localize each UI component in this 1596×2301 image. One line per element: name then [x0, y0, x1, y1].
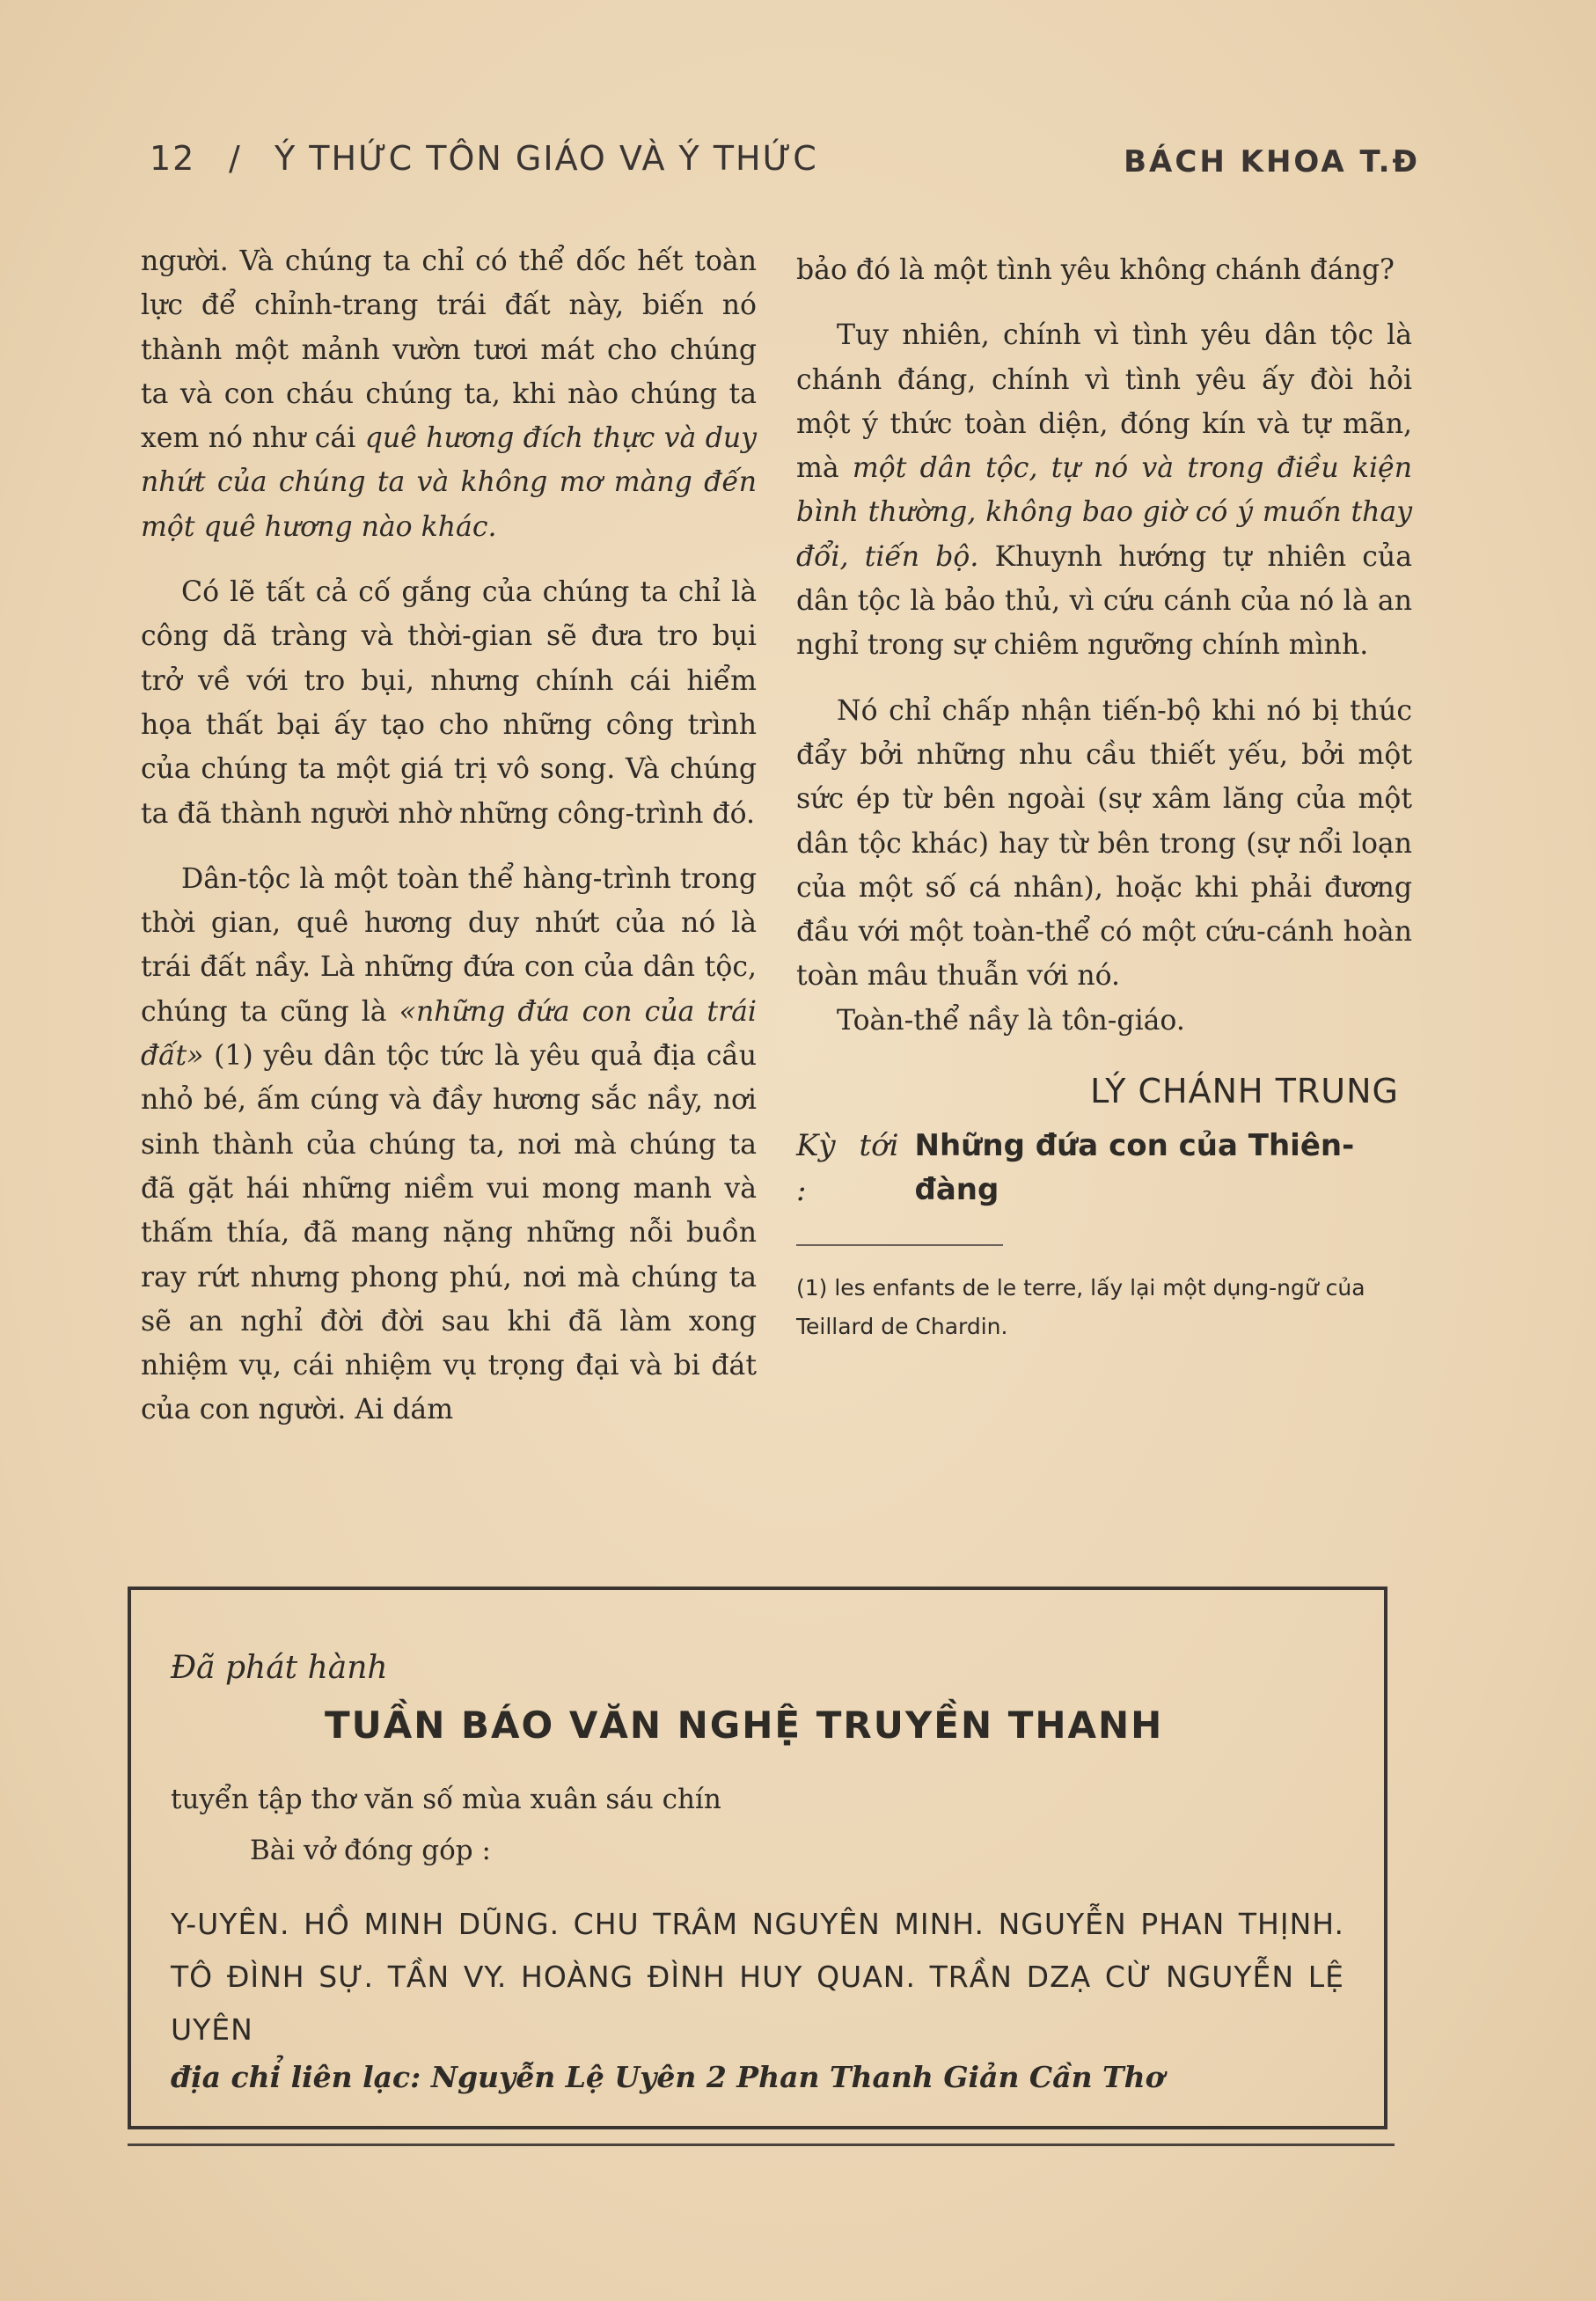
paragraph: bảo đó là một tình yêu không chánh đáng?	[796, 254, 1395, 286]
magazine-name: BÁCH KHOA T.Đ	[1124, 144, 1420, 180]
next-issue	[796, 1124, 1412, 1213]
page-number: 12	[150, 139, 196, 178]
author-name: LÝ CHÁNH TRUNG	[1090, 1072, 1399, 1111]
paragraph: Tuy nhiên, chính vì tình yêu dân tộc là chánh đáng, chính vì tình yêu ấy đòi hỏi một ý thức toàn diện, đóng kín và tự mãn, mà một dân tộc, tự nó và trong điều kiện bình thường, không bao giờ có ý muốn thay đổi, tiến bộ. Khuynh hướng tự nhiên của dân tộc là bảo thủ, vì cứu cánh của nó là an nghỉ trong sự chiêm ngưỡng chính mình.	[796, 319, 1412, 662]
paragraph: Có lẽ tất cả cố gắng của chúng ta chỉ là công dã tràng và thời-gian sẽ đưa tro bụi trở về với tro bụi, nhưng chính cái hiểm họa thất bại ấy tạo cho những công trình của chúng ta một giá trị vô song. Và chúng ta đã thành người nhờ những công-trình đó.	[141, 576, 757, 830]
paragraph: Nó chỉ chấp nhận tiến-bộ khi nó bị thúc đẩy bởi những nhu cầu thiết yếu, bởi một sức ép từ bên ngoài (sự xâm lăng của một dân tộc khác) hay từ bên trong (sự nổi loạn của một số cá nhân), hoặc khi phải đương đầu với một toàn-thể có một cứu-cánh hoàn toàn mâu thuẫn với nó.	[796, 694, 1412, 993]
advertisement-box	[128, 1587, 1387, 2129]
bottom-rule	[128, 2143, 1395, 2146]
footnote-divider	[796, 1244, 1003, 1246]
next-issue-title: Những đứa con của Thiên-đàng	[914, 1128, 1355, 1208]
publication-title: TUẦN BÁO VĂN NGHỆ TRUYỀN THANH	[325, 1704, 1164, 1747]
contact-address: địa chỉ liên lạc: Nguyễn Lệ Uyên 2 Phan Thanh Giản Cần Thơ	[171, 2060, 1165, 2094]
left-column	[141, 239, 757, 1433]
footnote-ref: (1)	[203, 1040, 264, 1073]
header-separator: /	[229, 139, 242, 178]
running-title: Ý THỨC TÔN GIÁO VÀ Ý THỨC	[275, 139, 818, 178]
published-label: Đã phát hành	[171, 1650, 388, 1686]
paragraph: người. Và chúng ta chỉ có thể dốc hết toàn lực để chỉnh-trang trái đất này, biến nó thành một mảnh vườn tươi mát cho chúng ta và con cháu chúng ta, khi nào chúng ta xem nó như cái quê hương đích thực và duy nhứt của chúng ta và không mơ màng đến một quê hương nào khác.	[141, 245, 757, 543]
paragraph: Toàn-thể nầy là tôn-giáo.	[837, 1004, 1185, 1037]
contributors-label: Bài vở đóng góp :	[250, 1835, 491, 1866]
publication-subtitle: tuyển tập thơ văn số mùa xuân sáu chín	[171, 1784, 721, 1815]
right-column	[796, 248, 1412, 1346]
contributors-list: Y-UYÊN. HỒ MINH DŨNG. CHU TRÂM NGUYÊN MINH. NGUYỄN PHAN THỊNH. TÔ ĐÌNH SỰ. TẦN VY. HOÀNG ĐÌNH HUY QUAN. TRẦN DZẠ CỪ NGUYỄN LỆ UYÊN	[171, 1907, 1344, 2047]
page-header	[150, 139, 1420, 192]
paragraph: Dân-tộc là một toàn thể hàng-trình trong thời gian, quê hương duy nhứt của nó là trái đất nầy. Là những đứa con của dân tộc, chúng ta cũng là «những đứa con của trái đất» (1) yêu dân tộc tức là yêu quả địa cầu nhỏ bé, ấm cúng và đầy hương sắc nầy, nơi sinh thành của chúng ta, nơi mà chúng ta đã gặt hái những niềm vui mong manh và thấm thía, đã mang nặng những nỗi buồn ray rứt nhưng phong phú, nơi mà chúng ta sẽ an nghỉ đời đời sau khi đã làm xong nhiệm vụ, cái nhiệm vụ trọng đại và bi đát của con người. Ai dám	[141, 862, 757, 1426]
next-issue-label: Kỳ tới :	[796, 1128, 899, 1208]
footnote: (1) les enfants de le terre, lấy lại một dụng-ngữ của Teillard de Chardin.	[796, 1274, 1365, 1339]
